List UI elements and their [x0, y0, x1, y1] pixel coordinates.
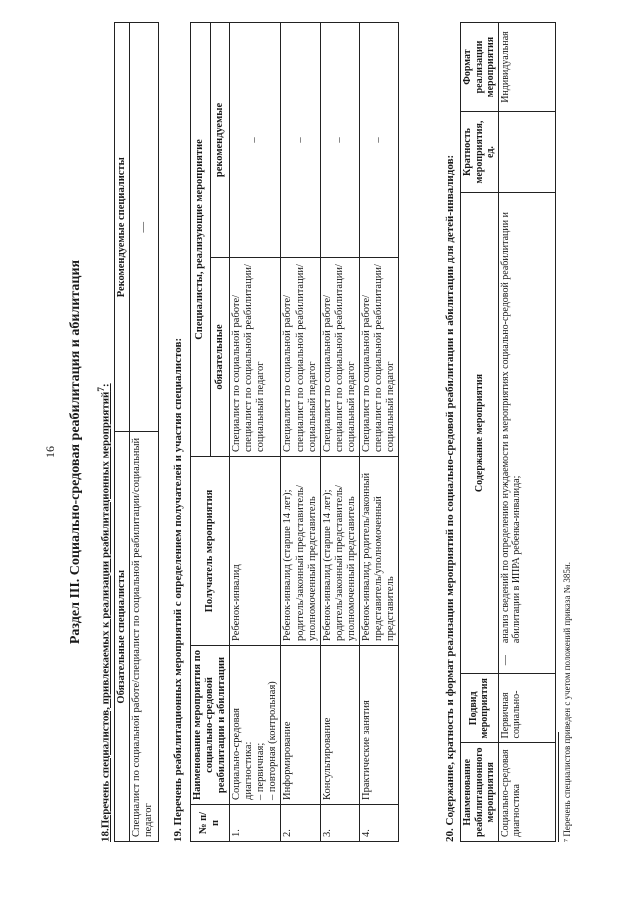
header-recommended-specialists: Рекомендуемые специалисты	[115, 23, 130, 433]
measures-table	[190, 22, 399, 842]
row-recipient: Ребенок-инвалид (старше 14 лет); родитель/законный представитель/уполномоченный представитель	[320, 457, 359, 646]
header-specialists: Специалисты, реализующие мероприятие	[191, 23, 211, 457]
row-frequency	[498, 112, 555, 193]
row-required: Специалист по социальной работе/специалист по социальной реабилитации/социальный педагог	[230, 258, 281, 457]
row-recipient: Ребенок-инвалид	[230, 457, 281, 646]
table-row	[498, 23, 555, 842]
row-format: Индивидуальная	[498, 23, 555, 112]
section20-title: 20. Содержание, кратность и формат реализации мероприятий по социально-средовой реабилитации и абилитации для детей-инвалидов:	[444, 154, 456, 842]
document-page	[40, 22, 600, 882]
specialists-table	[114, 22, 159, 842]
header-num: № п/п	[191, 805, 230, 842]
table-row	[359, 23, 398, 842]
header-content: Содержание мероприятия	[461, 193, 499, 674]
header-recommended: рекомендуемые	[210, 23, 230, 258]
row-num: 4.	[359, 805, 398, 842]
row-required: Специалист по социальной работе/специалист по социальной реабилитации/социальный педагог	[281, 258, 320, 457]
header-frequency: Кратность мероприятия, ед.	[461, 112, 499, 193]
header-subtype: Подвид мероприятия	[461, 674, 499, 743]
row-content: анализ сведений по определению нуждаемости в мероприятиях социально-средовой реабилитации и абилитации в ИПРА ребенка-инвалида;	[498, 193, 555, 648]
row-num: 1.	[230, 805, 281, 842]
row-name: Социально-средовая диагностика: – первичная; – повторная (контрольная)	[230, 646, 281, 805]
row-measure-name: Социально-средовая диагностика	[498, 743, 555, 842]
row-recommended: –	[320, 23, 359, 258]
header-required-specialists: Обязательные специалисты	[115, 432, 130, 842]
header-measure-name: Наименование реабилитационного мероприятия	[461, 743, 499, 842]
row-required: Специалист по социальной работе/специалист по социальной реабилитации/социальный педагог	[320, 258, 359, 457]
row-name: Информирование	[281, 646, 320, 805]
required-specialists-cell: Специалист по социальной работе/специалист по социальной реабилитации/социальный педагог	[130, 432, 159, 842]
row-dash: —	[498, 647, 555, 674]
table-row	[230, 23, 281, 842]
page-number: 16	[43, 446, 57, 458]
section19-title: 19. Перечень реабилитационных мероприятий с определением получателей и участия специалистов:	[172, 337, 184, 842]
row-name: Консультирование	[320, 646, 359, 805]
row-recommended: –	[359, 23, 398, 258]
row-required: Специалист по социальной работе/специалист по социальной реабилитации/социальный педагог	[359, 258, 398, 457]
header-measure-name: Наименование мероприятия по социально-средовой реабилитации и абилитации	[191, 646, 230, 805]
header-recipient: Получатель мероприятия	[191, 457, 230, 646]
footnote-divider	[558, 732, 559, 842]
recommended-specialists-cell: —	[130, 23, 159, 433]
content-table	[460, 22, 556, 842]
section18-title: 18.Перечень специалистов, привлекаемых к реализации реабилитационных мероприятий$^7$:	[96, 383, 112, 842]
header-required: обязательные	[210, 258, 230, 457]
footnote: ⁷ Перечень специалистов приведен с учетом положений приказа № 385н.	[562, 562, 572, 842]
section-heading: Раздел III. Социально-средовая реабилитация и абилитация	[68, 259, 83, 645]
row-subtype: Первичная социально-	[498, 674, 555, 743]
row-num: 2.	[281, 805, 320, 842]
row-recommended: –	[230, 23, 281, 258]
row-name: Практические занятия	[359, 646, 398, 805]
row-recipient: Ребенок-инвалид (старше 14 лет); родитель/законный представитель/уполномоченный представитель	[281, 457, 320, 646]
row-recipient: Ребенок-инвалид; родитель/законный представитель/уполномоченный представитель	[359, 457, 398, 646]
table-row	[320, 23, 359, 842]
row-num: 3.	[320, 805, 359, 842]
header-format: Формат реализации мероприятия	[461, 23, 499, 112]
row-recommended: –	[281, 23, 320, 258]
table-row	[281, 23, 320, 842]
